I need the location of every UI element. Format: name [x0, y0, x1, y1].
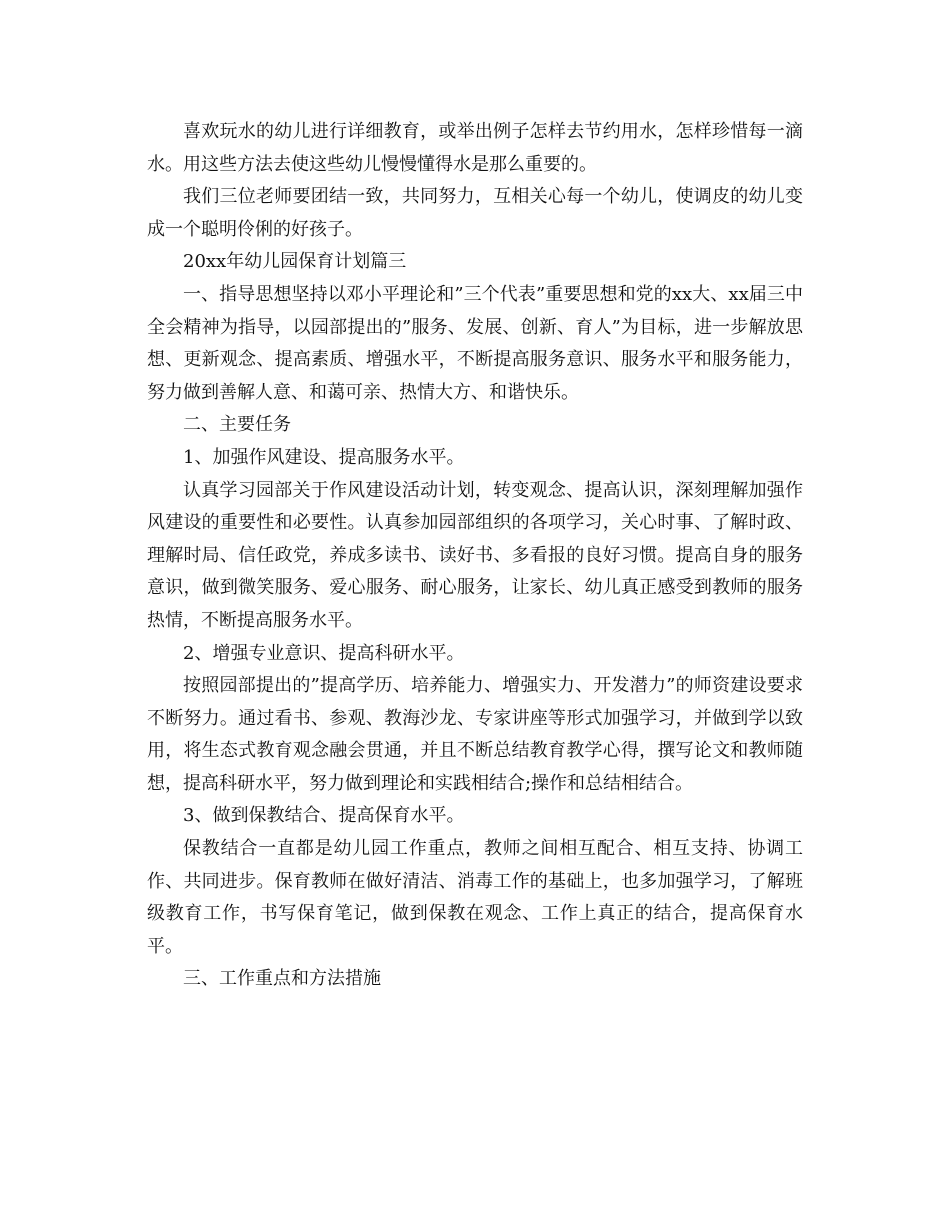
- subheading-task-3: 3、做到保教结合、提高保育水平。: [183, 805, 465, 827]
- document-body: [147, 116, 803, 996]
- paragraph-task-2: 按照园部提出的”提高学历、培养能力、增强实力、开发潜力”的师资建设要求不断努力。通过看书、参观、教海沙龙、专家讲座等形式加强学习，并做到学以致用，将生态式教育观念融会贯通，并且不断总结教育教学心得，撰写论文和教师随想，提高科研水平，努力做到理论和实践相结合;操作和总结相结合。: [147, 675, 803, 794]
- paragraph-task-3: 保教结合一直都是幼儿园工作重点，教师之间相互配合、相互支持、协调工作、共同进步。保育教师在做好清洁、消毒工作的基础上，也多加强学习，了解班级教育工作，书写保育笔记，做到保教在观念、工作上真正的结合，提高保育水平。: [147, 838, 803, 957]
- heading-work-focus: 三、工作重点和方法措施: [183, 968, 381, 990]
- section-title: 20xx年幼儿园保育计划篇三: [183, 251, 407, 273]
- paragraph-2: 我们三位老师要团结一致，共同努力，互相关心每一个幼儿，使调皮的幼儿变成一个聪明伶俐的好孩子。: [147, 186, 803, 240]
- paragraph-1: 喜欢玩水的幼儿进行详细教育，或举出例子怎样去节约用水，怎样珍惜每一滴水。用这些方法去使这些幼儿慢慢懂得水是那么重要的。: [147, 121, 803, 175]
- paragraph-task-1: 认真学习园部关于作风建设活动计划，转变观念、提高认识，深刻理解加强作风建设的重要性和必要性。认真参加园部组织的各项学习，关心时事、了解时政、理解时局、信任政党，养成多读书、读好书、多看报的良好习惯。提高自身的服务意识，做到微笑服务、爱心服务、耐心服务，让家长、幼儿真正感受到教师的服务热情，不断提高服务水平。: [147, 479, 803, 631]
- heading-main-tasks: 二、主要任务: [183, 414, 291, 436]
- subheading-task-1: 1、加强作风建设、提高服务水平。: [183, 446, 465, 468]
- paragraph-guiding-ideology: 一、指导思想坚持以邓小平理论和”三个代表”重要思想和党的xx大、xx届三中全会精神为指导，以园部提出的”服务、发展、创新、育人”为目标，进一步解放思想、更新观念、提高素质、增强水平，不断提高服务意识、服务水平和服务能力，努力做到善解人意、和蔼可亲、热情大方、和谐快乐。: [147, 283, 803, 403]
- subheading-task-2: 2、增强专业意识、提高科研水平。: [183, 642, 465, 664]
